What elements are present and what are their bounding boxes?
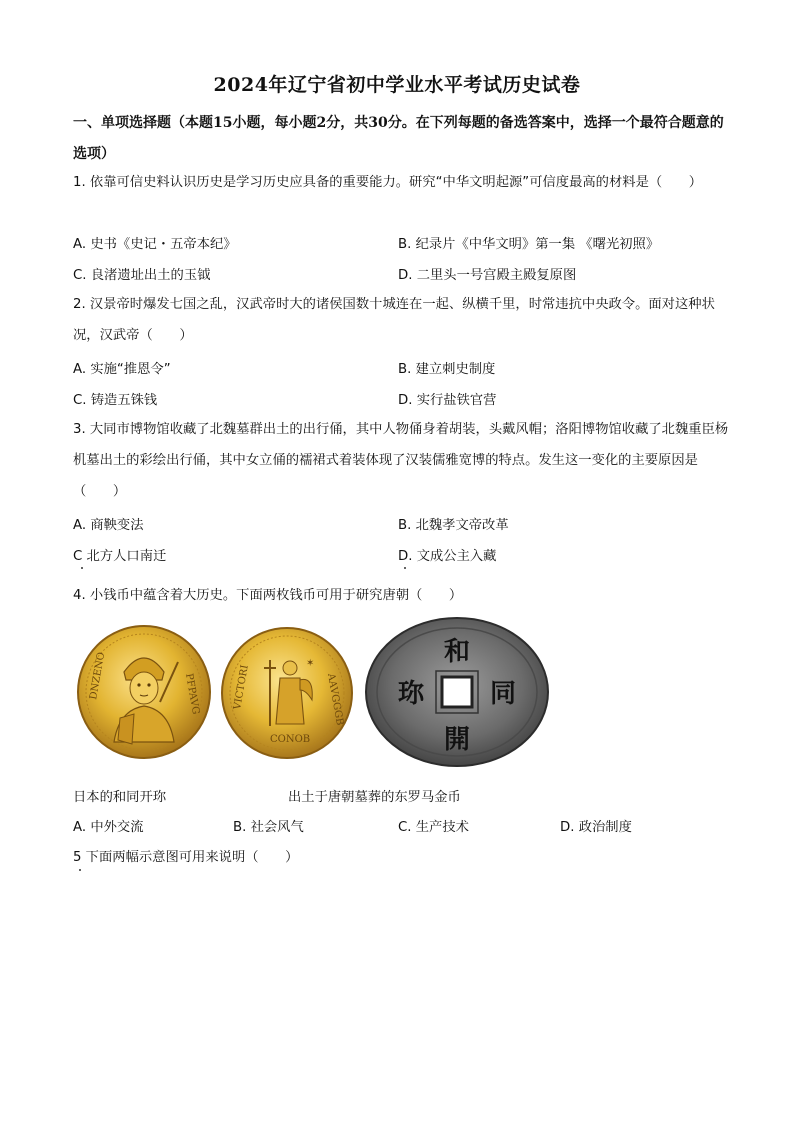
question-3-option-d: D. 文成公主入藏	[398, 549, 497, 564]
question-4-option-c: C. 生产技术	[398, 820, 469, 835]
question-2-options-row-2	[73, 389, 733, 413]
question-2-option-a: A. 实施“推恩令”	[73, 362, 171, 377]
question-3-option-a: A. 商鞅变法	[73, 518, 144, 533]
question-1-option-d: D. 二里头一号宫殿主殿复原图	[398, 268, 577, 283]
section-heading: 一、单项选择题（本题15小题，每小题2分，共30分。在下列每题的备选答案中，选择一个最符合题意的选项）	[73, 115, 724, 162]
question-3-option-c: C 北方人口南迁	[73, 549, 167, 564]
question-4-stem: 4. 小钱币中蕴含着大历史。下面两枚钱币可用于研究唐朝（ ）	[73, 588, 463, 603]
wado-kaichin-coin-image	[362, 614, 552, 770]
byzantine-gold-coin-reverse-image	[218, 624, 356, 762]
svg-text:✶: ✶	[306, 658, 315, 669]
byzantine-gold-coin-obverse-image	[74, 622, 214, 762]
question-3-options-row-1	[73, 514, 733, 538]
question-4-option-b: B. 社会风气	[233, 820, 304, 835]
question-4-option-a: A. 中外交流	[73, 820, 144, 835]
page-title: 2024年辽宁省初中学业水平考试历史试卷	[213, 74, 581, 96]
question-1-option-c: C. 良渚遗址出土的玉钺	[73, 268, 211, 283]
coin-char-top: 和	[443, 637, 471, 667]
question-1-options-row-1	[73, 233, 733, 257]
question-2-option-d: D. 实行盐铁官营	[398, 393, 497, 408]
svg-text:VICTORI: VICTORI	[232, 664, 251, 711]
punctuation-dot	[79, 869, 81, 871]
question-2-option-b: B. 建立刺史制度	[398, 362, 496, 377]
question-1-option-a: A. 史书《史记・五帝本纪》	[73, 237, 237, 252]
question-2-options-row-1	[73, 358, 733, 382]
coin-char-right: 同	[489, 679, 517, 709]
question-3-options-row-2	[73, 545, 733, 569]
punctuation-dot	[404, 567, 406, 569]
svg-text:PFPAVG: PFPAVG	[183, 672, 202, 716]
question-3-stem: 3. 大同市博物馆收藏了北魏墓群出土的出行俑，其中人物俑身着胡装，头戴风帽；洛阳博物馆收藏了北魏重臣杨机墓出土的彩绘出行俑，其中女立俑的襦裙式着装体现了汉装儒雅宽博的特点。发生这一变化的主要原因是（ ）	[73, 422, 729, 499]
question-1-option-b: B. 纪录片《中华文明》第一集 《曙光初照》	[398, 237, 660, 252]
question-4-option-d: D. 政治制度	[560, 820, 632, 835]
punctuation-dot	[81, 567, 83, 569]
question-4-options-row	[73, 816, 733, 840]
question-1-options-row-2	[73, 264, 733, 288]
question-5-stem: 5 下面两幅示意图可用来说明（ ）	[73, 850, 299, 865]
svg-text:CONOB: CONOB	[270, 734, 311, 745]
svg-text:AAVGGGB: AAVGGGB	[325, 672, 345, 727]
coin-char-bottom: 開	[443, 725, 471, 755]
caption-roman-coin: 出土于唐朝墓葬的东罗马金币	[288, 790, 461, 805]
question-2-stem: 2. 汉景帝时爆发七国之乱，汉武帝时大的诸侯国数十城连在一起、纵横千里，时常违抗中央政令。面对这种状况，汉武帝（ ）	[73, 297, 715, 343]
question-3-option-b: B. 北魏孝文帝改革	[398, 518, 509, 533]
caption-japanese-coin: 日本的和同开珎	[73, 790, 167, 805]
question-1-stem: 1. 依靠可信史料认识历史是学习历史应具备的重要能力。研究“中华文明起源”可信度最高的材料是（ ）	[73, 175, 703, 190]
svg-text:DNZENO: DNZENO	[88, 651, 108, 701]
question-2-option-c: C. 铸造五铢钱	[73, 393, 158, 408]
coin-char-left: 珎	[397, 679, 425, 709]
